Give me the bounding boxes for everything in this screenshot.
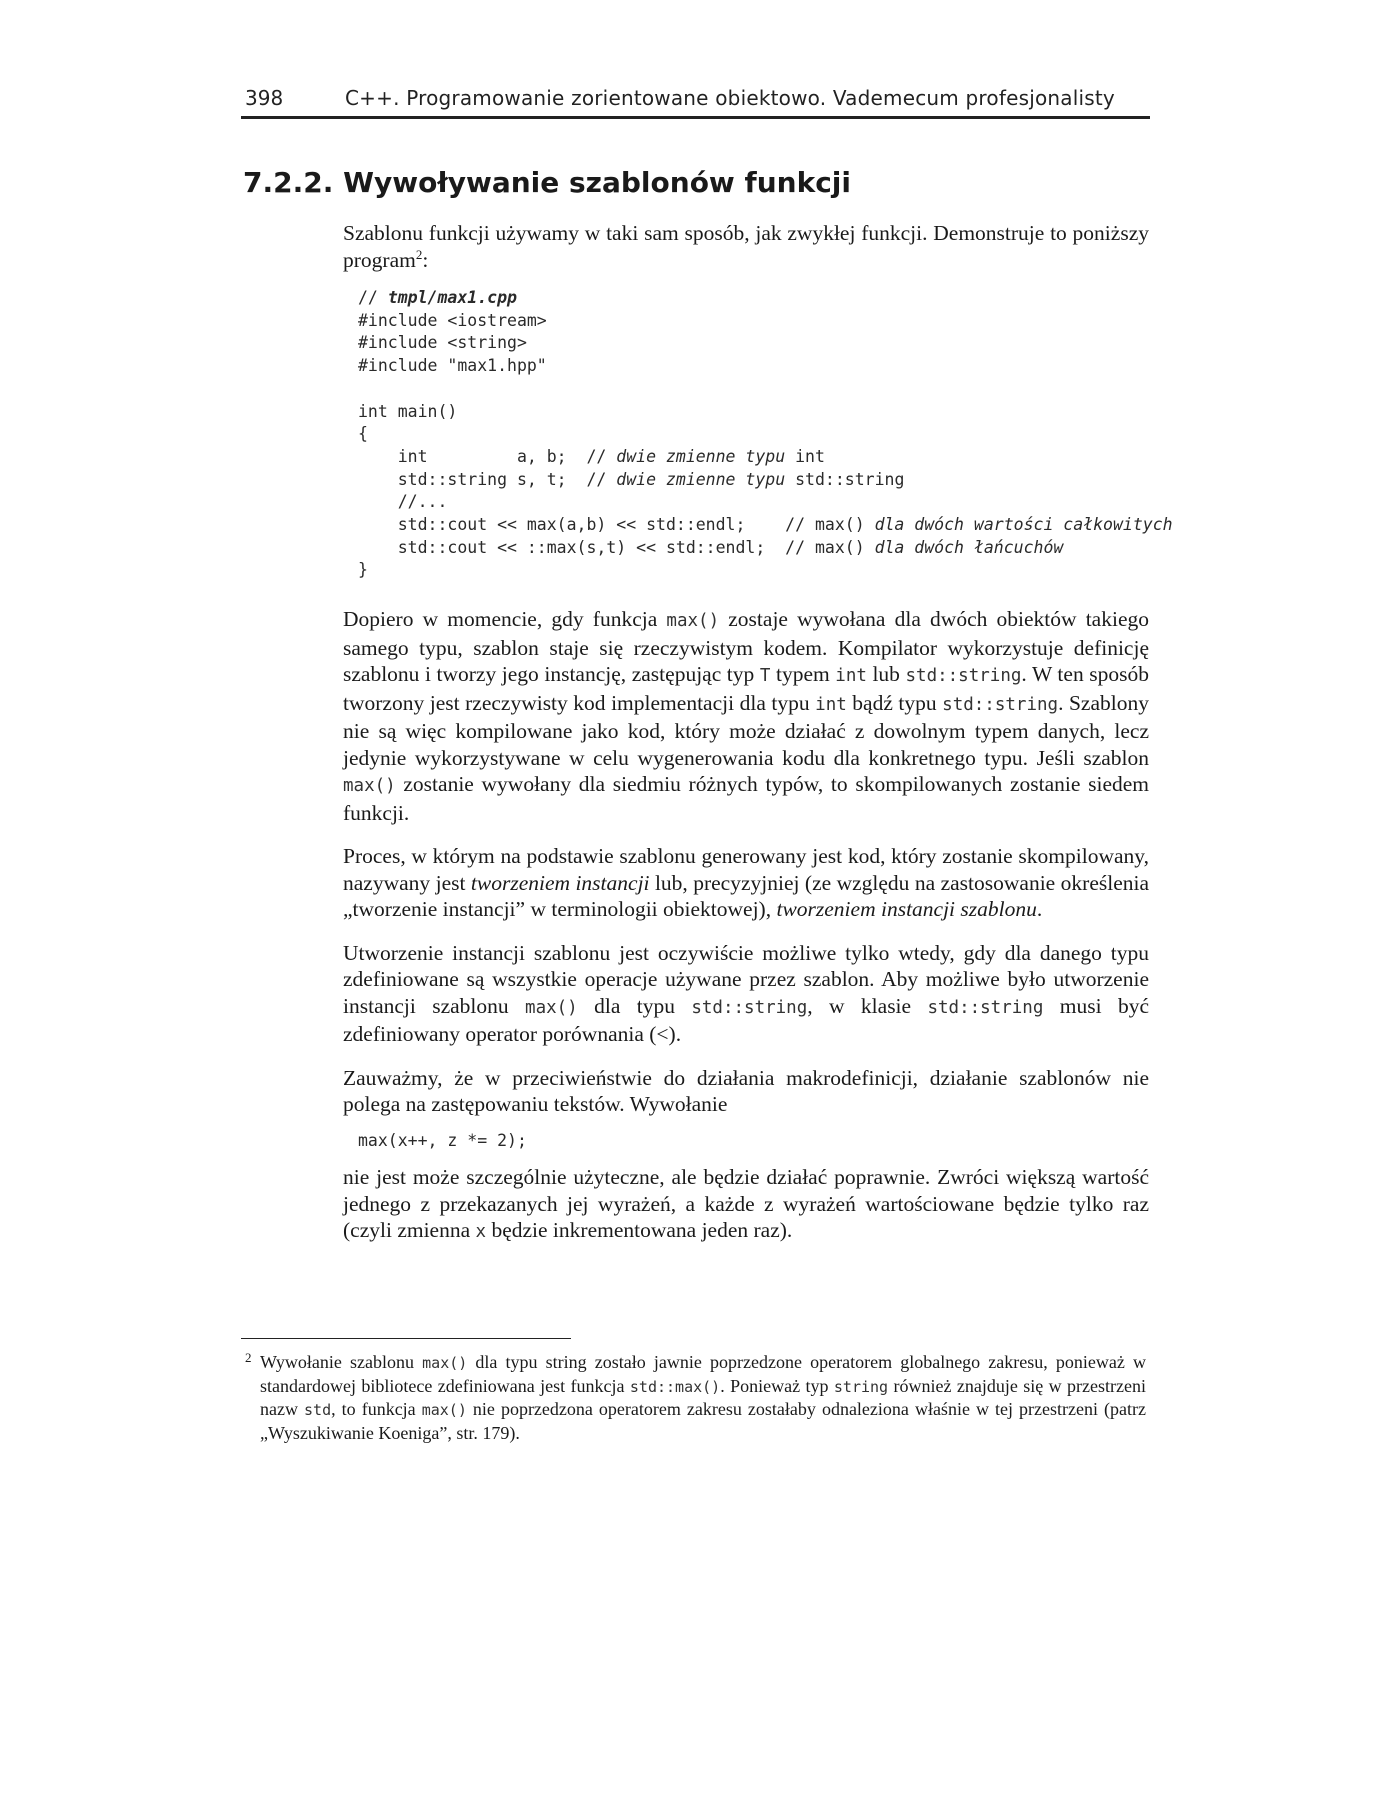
body-text <box>343 220 1173 1246</box>
code-listing <box>358 287 1173 582</box>
paragraph-conclusion: nie jest może szczególnie użyteczne, ale będzie działać poprawnie. Zwróci większą wartość jednego z przekazanych jej wyrażeń, a każde z wyrażeń wartościowane będzie tylko raz (czyli zmienna x będzie inkrementowana jeden raz). <box>343 1165 1149 1243</box>
footnote-mark: 2 <box>245 1350 252 1365</box>
running-title: C++. Programowanie zorientowane obiektowo. Vademecum profesjonalisty <box>345 86 1115 110</box>
footnote-reference[interactable]: 2 <box>415 246 423 262</box>
code-line: std::cout << max(a,b) << std::endl; // max() dla dwóch wartości całkowitych <box>358 515 1173 535</box>
page-number: 398 <box>245 86 284 110</box>
running-header <box>241 84 1150 119</box>
code-line: int main() <box>358 401 458 421</box>
code-line: //... <box>358 492 448 512</box>
code-line: std::string s, t; // dwie zmienne typu std::string <box>358 469 905 489</box>
code-line: #include <iostream> <box>358 310 547 330</box>
code-line: max(x++, z *= 2); <box>358 1130 527 1150</box>
section-title: 7.2.2. Wywoływanie szablonów funkcji <box>243 166 852 199</box>
paragraph-process: Proces, w którym na podstawie szablonu generowany jest kod, który zostanie skompilowany, nazywany jest tworzeniem instancji lub, precyzyjniej (ze względu na zastosowanie określenia „tworzenie instancji” w terminologii obiektowej), tworzeniem instancji szablonu. <box>343 844 1150 922</box>
footnote-divider <box>241 1338 571 1339</box>
code-line: std::cout << ::max(s,t) << std::endl; // max() dla dwóch łańcuchów <box>358 537 1064 557</box>
paragraph-instantiation: Dopiero w momencie, gdy funkcja max() zostaje wywołana dla dwóch obiektów takiego samego typu, szablon staje się rzeczywistym kodem. Kompilator wykorzystuje definicję szablonu i tworzy jego instancję, zastępując typ T typem int lub std::string. W ten sposób tworzony jest rzeczywisty kod implementacji dla typu int bądź typu std::string. Szablony nie są więc kompilowane jako kod, który może działać z dowolnym typem danych, lecz jedynie wykorzystywane w celu wygenerowania kodu dla konkretnego typu. Jeśli szablon max() zostanie wywołany dla siedmiu różnych typów, to skompilowanych zostanie siedem funkcji. <box>343 607 1149 825</box>
paragraph-macros: Zauważmy, że w przeciwieństwie do działania makrodefinicji, działanie szablonów nie polega na zastępowaniu tekstów. Wywołanie <box>343 1065 1149 1117</box>
code-example <box>358 1130 1149 1153</box>
code-line: // tmpl/max1.cpp <box>358 288 517 307</box>
code-line: { <box>358 424 368 444</box>
paragraph-requirements: Utworzenie instancji szablonu jest oczywiście możliwe tylko wtedy, gdy dla danego typu zdefiniowane są wszystkie operacje używane przez szablon. Aby możliwe było utworzenie instancji szablonu max() dla typu std::string, w klasie std::string musi być zdefiniowany operator porównania (<). <box>343 940 1149 1047</box>
paragraph-text: Szablonu funkcji używamy w taki sam sposób, jak zwykłej funkcji. Demonstruje to poniższy program <box>343 221 1149 272</box>
code-line: int a, b; // dwie zmienne typu int <box>358 446 825 466</box>
code-line: } <box>358 560 368 580</box>
code-line: #include "max1.hpp" <box>358 356 547 376</box>
paragraph-intro <box>343 220 1149 273</box>
code-filename: tmpl/max1.cpp <box>387 288 517 307</box>
paragraph-text: : <box>422 247 429 272</box>
code-line: #include <string> <box>358 333 527 353</box>
footnote: 2 Wywołanie szablonu max() dla typu string zostało jawnie poprzedzone operatorem globalnego zakresu, ponieważ w standardowej bibliotece zdefiniowana jest funkcja std::max(). Ponieważ typ string również znajduje się w przestrzeni nazw std, to funkcja max() nie poprzedzona operatorem zakresu zostałaby odnaleziona właśnie w tej przestrzeni (patrz „Wyszukiwanie Koeniga”, str. 179). <box>260 1351 1146 1444</box>
